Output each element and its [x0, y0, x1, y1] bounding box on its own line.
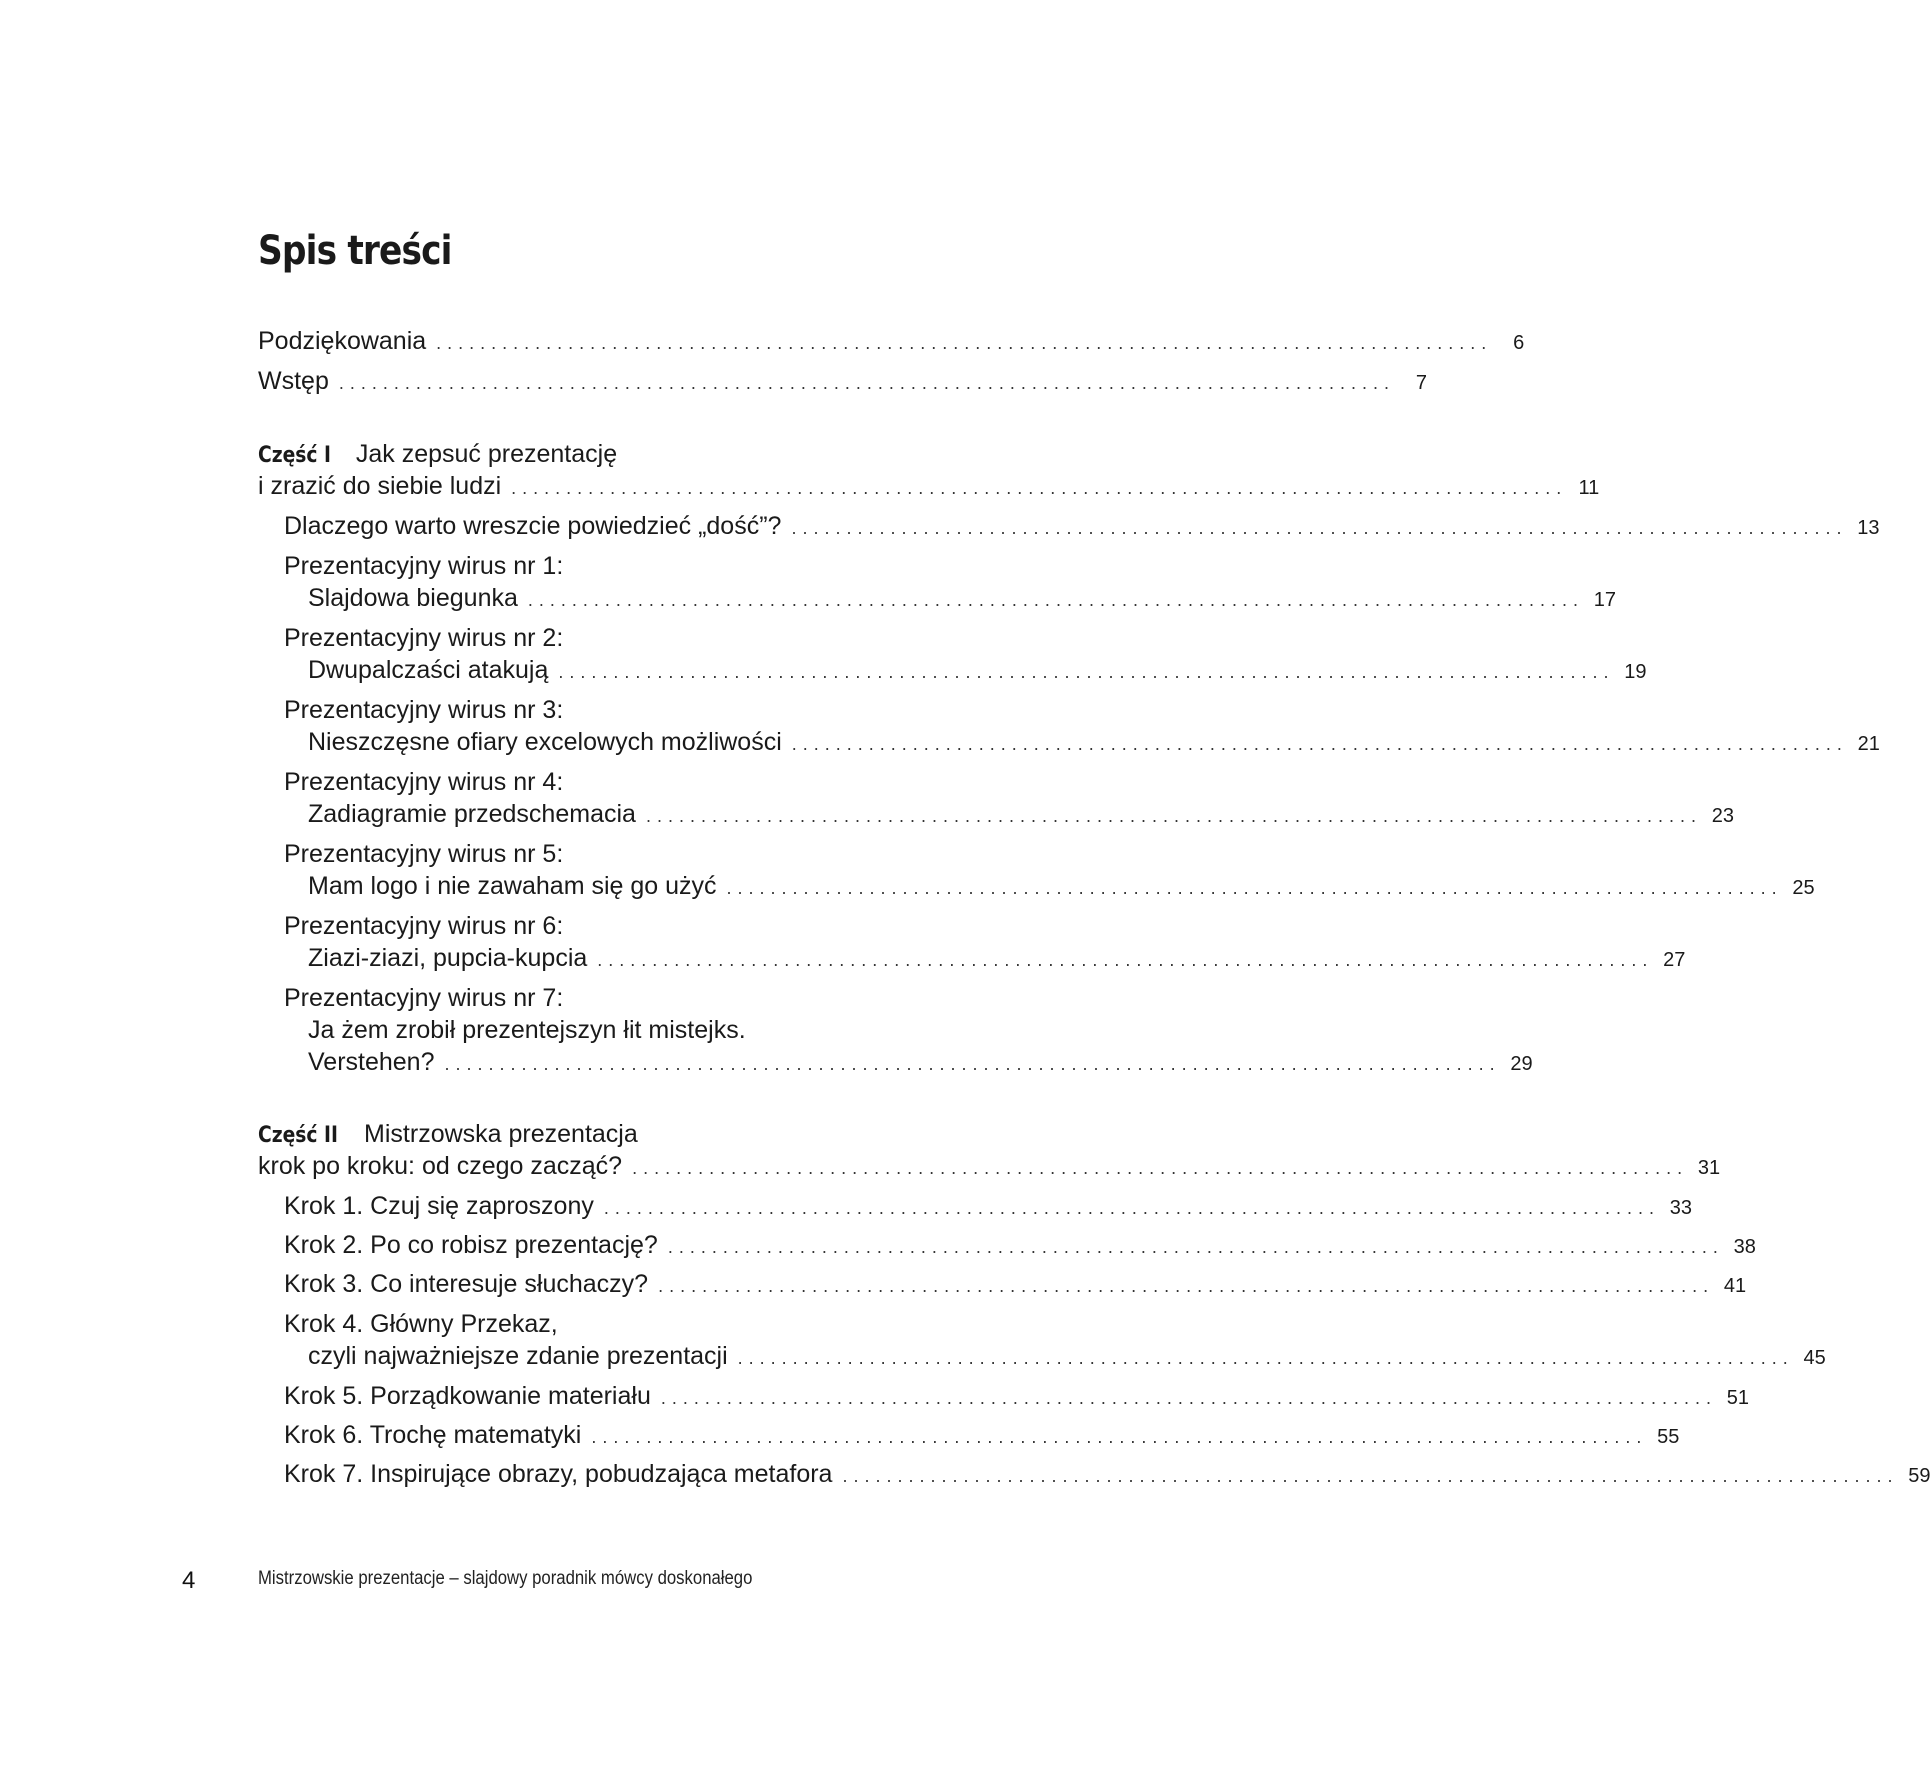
toc-entry-wirus-7 — [308, 1046, 1533, 1078]
dot-leader: ................................................................................................ — [591, 1427, 1648, 1447]
toc-page-number: 51 — [1726, 1387, 1749, 1409]
dot-leader: ................................................................................................ — [791, 734, 1848, 754]
toc-entry-text: Dwupalczaści atakują — [308, 656, 549, 684]
toc-entry-text: Krok 3. Co interesuje słuchaczy? — [284, 1270, 649, 1298]
toc-entry-krok-2 — [284, 1229, 1756, 1261]
toc-entry-krok-6 — [284, 1419, 1680, 1451]
toc-entry-text: Prezentacyjny wirus nr 3: — [284, 696, 564, 724]
toc-entry-wirus-4-heading — [284, 766, 918, 798]
toc-page-number: 7 — [1415, 372, 1427, 394]
toc-entry-wirus-6-heading — [284, 910, 918, 942]
dot-leader: ................................................................................................ — [338, 373, 1395, 393]
toc-entry-krok-7 — [284, 1458, 1931, 1490]
toc-entry-part-2 — [258, 1150, 1721, 1182]
dot-leader: ................................................................................................ — [632, 1158, 1689, 1178]
dot-leader: ................................................................................................ — [667, 1237, 1724, 1257]
dot-leader: ................................................................................................ — [511, 478, 1568, 498]
toc-entry-text: Krok 5. Porządkowanie materiału — [284, 1382, 651, 1410]
toc-entry-text: Prezentacyjny wirus nr 1: — [284, 552, 564, 580]
toc-entry-wirus-1 — [308, 582, 1616, 614]
toc-page-number: 21 — [1857, 733, 1880, 755]
toc-page-number: 59 — [1908, 1465, 1931, 1487]
dot-leader: ................................................................................................ — [660, 1388, 1717, 1408]
toc-entry-krok-5 — [284, 1380, 1749, 1412]
toc-page-number: 11 — [1578, 477, 1600, 499]
toc-page-number: 29 — [1510, 1053, 1533, 1075]
footer-page-number: 4 — [182, 1567, 196, 1594]
toc-entry-wirus-5 — [308, 870, 1815, 902]
toc-page-number: 33 — [1669, 1197, 1692, 1219]
toc-entry-text: czyli najważniejsze zdanie prezentacji — [308, 1342, 728, 1370]
toc-entry-text: Podziękowania — [258, 327, 427, 355]
toc-entry-text: Krok 2. Po co robisz prezentację? — [284, 1231, 658, 1259]
toc-entry-wirus-2 — [308, 654, 1647, 686]
toc-entry-wstep — [258, 365, 1427, 397]
toc-entry-wirus-3 — [308, 726, 1880, 758]
toc-entry-text: Prezentacyjny wirus nr 7: — [284, 984, 564, 1012]
toc-entry-podziekowania — [258, 325, 1525, 357]
toc-page-number: 6 — [1513, 332, 1525, 354]
toc-entry-text: Krok 7. Inspirujące obrazy, pobudzająca metafora — [284, 1460, 833, 1488]
toc-entry-text: krok po kroku: od czego zacząć? — [258, 1152, 623, 1180]
toc-entry-text: Prezentacyjny wirus nr 6: — [284, 912, 564, 940]
toc-entry-text: Krok 6. Trochę matematyki — [284, 1421, 582, 1449]
toc-entry-text: Dlaczego warto wreszcie powiedzieć „dość”? — [284, 512, 782, 540]
toc-page-number: 13 — [1857, 517, 1880, 539]
part-label: Część I — [258, 443, 331, 468]
toc-entry-krok-3 — [284, 1268, 1747, 1300]
dot-leader: ................................................................................................ — [436, 333, 1493, 353]
page-title: Spis treści — [258, 228, 452, 274]
toc-entry-text: Ja żem zrobił prezentejszyn łit mistejks. — [308, 1016, 746, 1044]
dot-leader: ................................................................................................ — [645, 806, 1703, 826]
toc-entry-text: Jak zepsuć prezentację — [355, 440, 618, 468]
toc-entry-text: Prezentacyjny wirus nr 5: — [284, 840, 564, 868]
toc-page-number: 19 — [1624, 661, 1647, 683]
toc-entry-text: Slajdowa biegunka — [308, 584, 518, 612]
toc-entry-dlaczego — [284, 510, 1880, 542]
toc-entry-text: Mam logo i nie zawaham się go użyć — [308, 872, 717, 900]
toc-entry-text: Verstehen? — [308, 1048, 435, 1076]
toc-entry-text: Krok 4. Główny Przekaz, — [284, 1310, 558, 1338]
toc-entry-krok-4-heading — [284, 1308, 918, 1340]
toc-entry-text: Krok 1. Czuj się zaproszony — [284, 1192, 594, 1220]
toc-entry-wirus-7-heading — [284, 982, 918, 1014]
toc-entry-text: Nieszczęsne ofiary excelowych możliwości — [308, 728, 782, 756]
toc-entry-wirus-1-heading — [284, 550, 918, 582]
toc-page-number: 17 — [1593, 589, 1616, 611]
toc-entry-text: Zadiagramie przedschemacia — [308, 800, 636, 828]
dot-leader: ................................................................................................ — [444, 1054, 1501, 1074]
toc-entry-krok-1 — [284, 1190, 1692, 1222]
toc-page-number: 25 — [1792, 877, 1815, 899]
dot-leader: ................................................................................................ — [842, 1466, 1899, 1486]
toc-page-number: 55 — [1657, 1426, 1680, 1448]
toc-page-number: 23 — [1711, 805, 1735, 827]
dot-leader: ................................................................................................ — [527, 590, 1584, 610]
dot-leader: ................................................................................................ — [603, 1198, 1660, 1218]
toc-entry-krok-4 — [308, 1340, 1826, 1372]
dot-leader: ................................................................................................ — [597, 950, 1654, 970]
footer-book-title: Mistrzowskie prezentacje – slajdowy poradnik mówcy doskonałego — [258, 1568, 753, 1589]
toc-entry-wirus-5-heading — [284, 838, 918, 870]
toc-entry-wirus-3-heading — [284, 694, 918, 726]
dot-leader: ................................................................................................ — [791, 518, 1848, 538]
toc-part-heading-2 — [258, 1118, 918, 1150]
toc-entry-text: Prezentacyjny wirus nr 2: — [284, 624, 564, 652]
dot-leader: ................................................................................................ — [658, 1276, 1715, 1296]
dot-leader: ................................................................................................ — [558, 662, 1615, 682]
part-label: Część II — [258, 1123, 338, 1148]
toc-page-number: 45 — [1803, 1347, 1826, 1369]
toc-page-number: 27 — [1663, 949, 1686, 971]
toc-page-number: 41 — [1723, 1275, 1747, 1297]
toc-entry-wirus-6 — [308, 942, 1686, 974]
dot-leader: ................................................................................................ — [726, 878, 1783, 898]
toc-entry-wirus-2-heading — [284, 622, 918, 654]
toc-entry-text: i zrazić do siebie ludzi — [258, 472, 502, 500]
toc-part-heading-1 — [258, 438, 918, 470]
toc-entry-text: Prezentacyjny wirus nr 4: — [284, 768, 564, 796]
toc-entry-text: Ziazi-ziazi, pupcia-kupcia — [308, 944, 588, 972]
toc-entry-wirus-7-line-2 — [308, 1014, 918, 1046]
toc-page-number: 31 — [1697, 1157, 1721, 1179]
dot-leader: ................................................................................................ — [737, 1348, 1794, 1368]
toc-entry-text: Wstęp — [258, 367, 329, 395]
toc-entry-wirus-4 — [308, 798, 1735, 830]
toc-page-number: 38 — [1733, 1236, 1756, 1258]
toc-entry-part-1 — [258, 470, 1600, 502]
toc-entry-text: Mistrzowska prezentacja — [364, 1120, 638, 1148]
